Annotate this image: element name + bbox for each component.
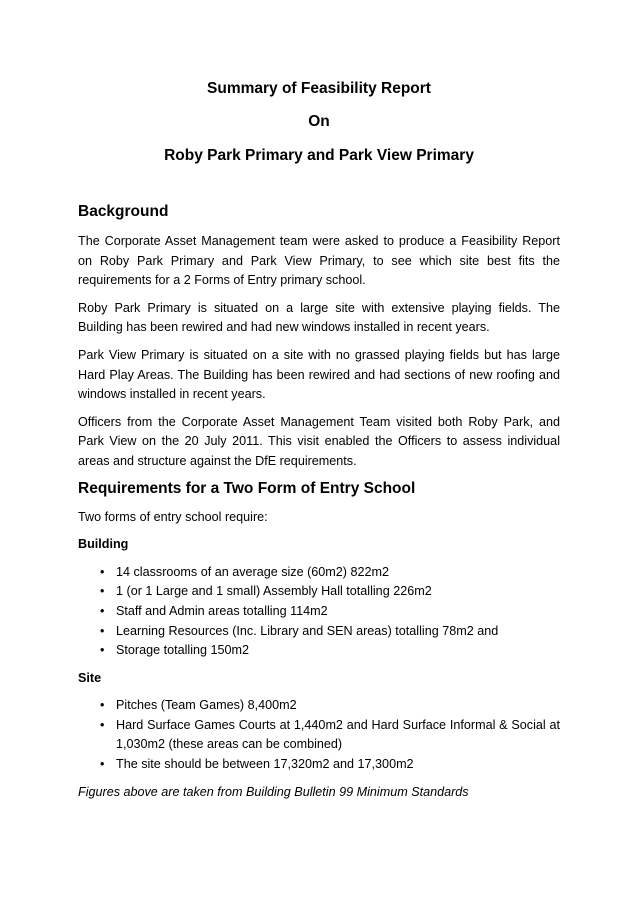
report-body <box>78 202 560 802</box>
list-item: • Learning Resources (Inc. Library and SEN areas) totalling 78m2 and <box>100 622 560 642</box>
list-item: • The site should be between 17,320m2 and 17,300m2 <box>100 755 560 775</box>
building-list <box>78 563 560 661</box>
report-title: Summary of Feasibility Report <box>207 80 431 97</box>
list-item: • 1 (or 1 Large and 1 small) Assembly Hall totalling 226m2 <box>100 582 560 602</box>
bullet-icon: • <box>100 564 105 579</box>
report-title-on: On <box>308 113 330 130</box>
building-heading: Building <box>78 537 129 552</box>
list-item: • 14 classrooms of an average size (60m2) 822m2 <box>100 563 560 583</box>
background-heading: Background <box>78 203 169 220</box>
bullet-icon: • <box>100 757 105 772</box>
site-list <box>78 696 560 774</box>
bullet-icon: • <box>100 698 105 713</box>
bullet-icon: • <box>100 643 105 658</box>
background-paragraph-1: The Corporate Asset Management team were asked to produce a Feasibility Report on Roby Park Primary and Park View Primary, to see which site best fits the requirements for a 2 Forms of Entry primary school. <box>78 234 560 288</box>
bullet-icon: • <box>100 584 105 599</box>
list-item: • Staff and Admin areas totalling 114m2 <box>100 602 560 622</box>
background-paragraph-3: Park View Primary is situated on a site with no grassed playing fields but has large Hard Play Areas. The Building has been rewired and had sections of new roofing and windows installed in recent years. <box>78 347 560 402</box>
requirements-intro: Two forms of entry school require: <box>78 509 268 524</box>
site-heading: Site <box>78 670 102 685</box>
bullet-icon: • <box>100 603 105 618</box>
bullet-icon: • <box>100 717 105 732</box>
bullet-icon: • <box>100 623 105 638</box>
background-paragraph-4: Officers from the Corporate Asset Management Team visited both Roby Park, and Park View on the 20 July 2011. This visit enabled the Officers to assess individual areas and structure against the DfE requirements. <box>78 414 560 468</box>
requirements-heading: Requirements for a Two Form of Entry School <box>78 479 416 497</box>
list-item: • Pitches (Team Games) 8,400m2 <box>100 696 560 716</box>
report-subtitle-schools: Roby Park Primary and Park View Primary <box>164 147 474 164</box>
figures-footnote: Figures above are taken from Building Bulletin 99 Minimum Standards <box>78 784 469 799</box>
list-item: • Hard Surface Games Courts at 1,440m2 and Hard Surface Informal & Social at 1,030m2 (these areas can be combined) <box>100 717 560 752</box>
list-item: • Storage totalling 150m2 <box>100 641 560 661</box>
background-paragraph-2: Roby Park Primary is situated on a large site with extensive playing fields. The Building has been rewired and had new windows installed in recent years. <box>78 300 560 335</box>
